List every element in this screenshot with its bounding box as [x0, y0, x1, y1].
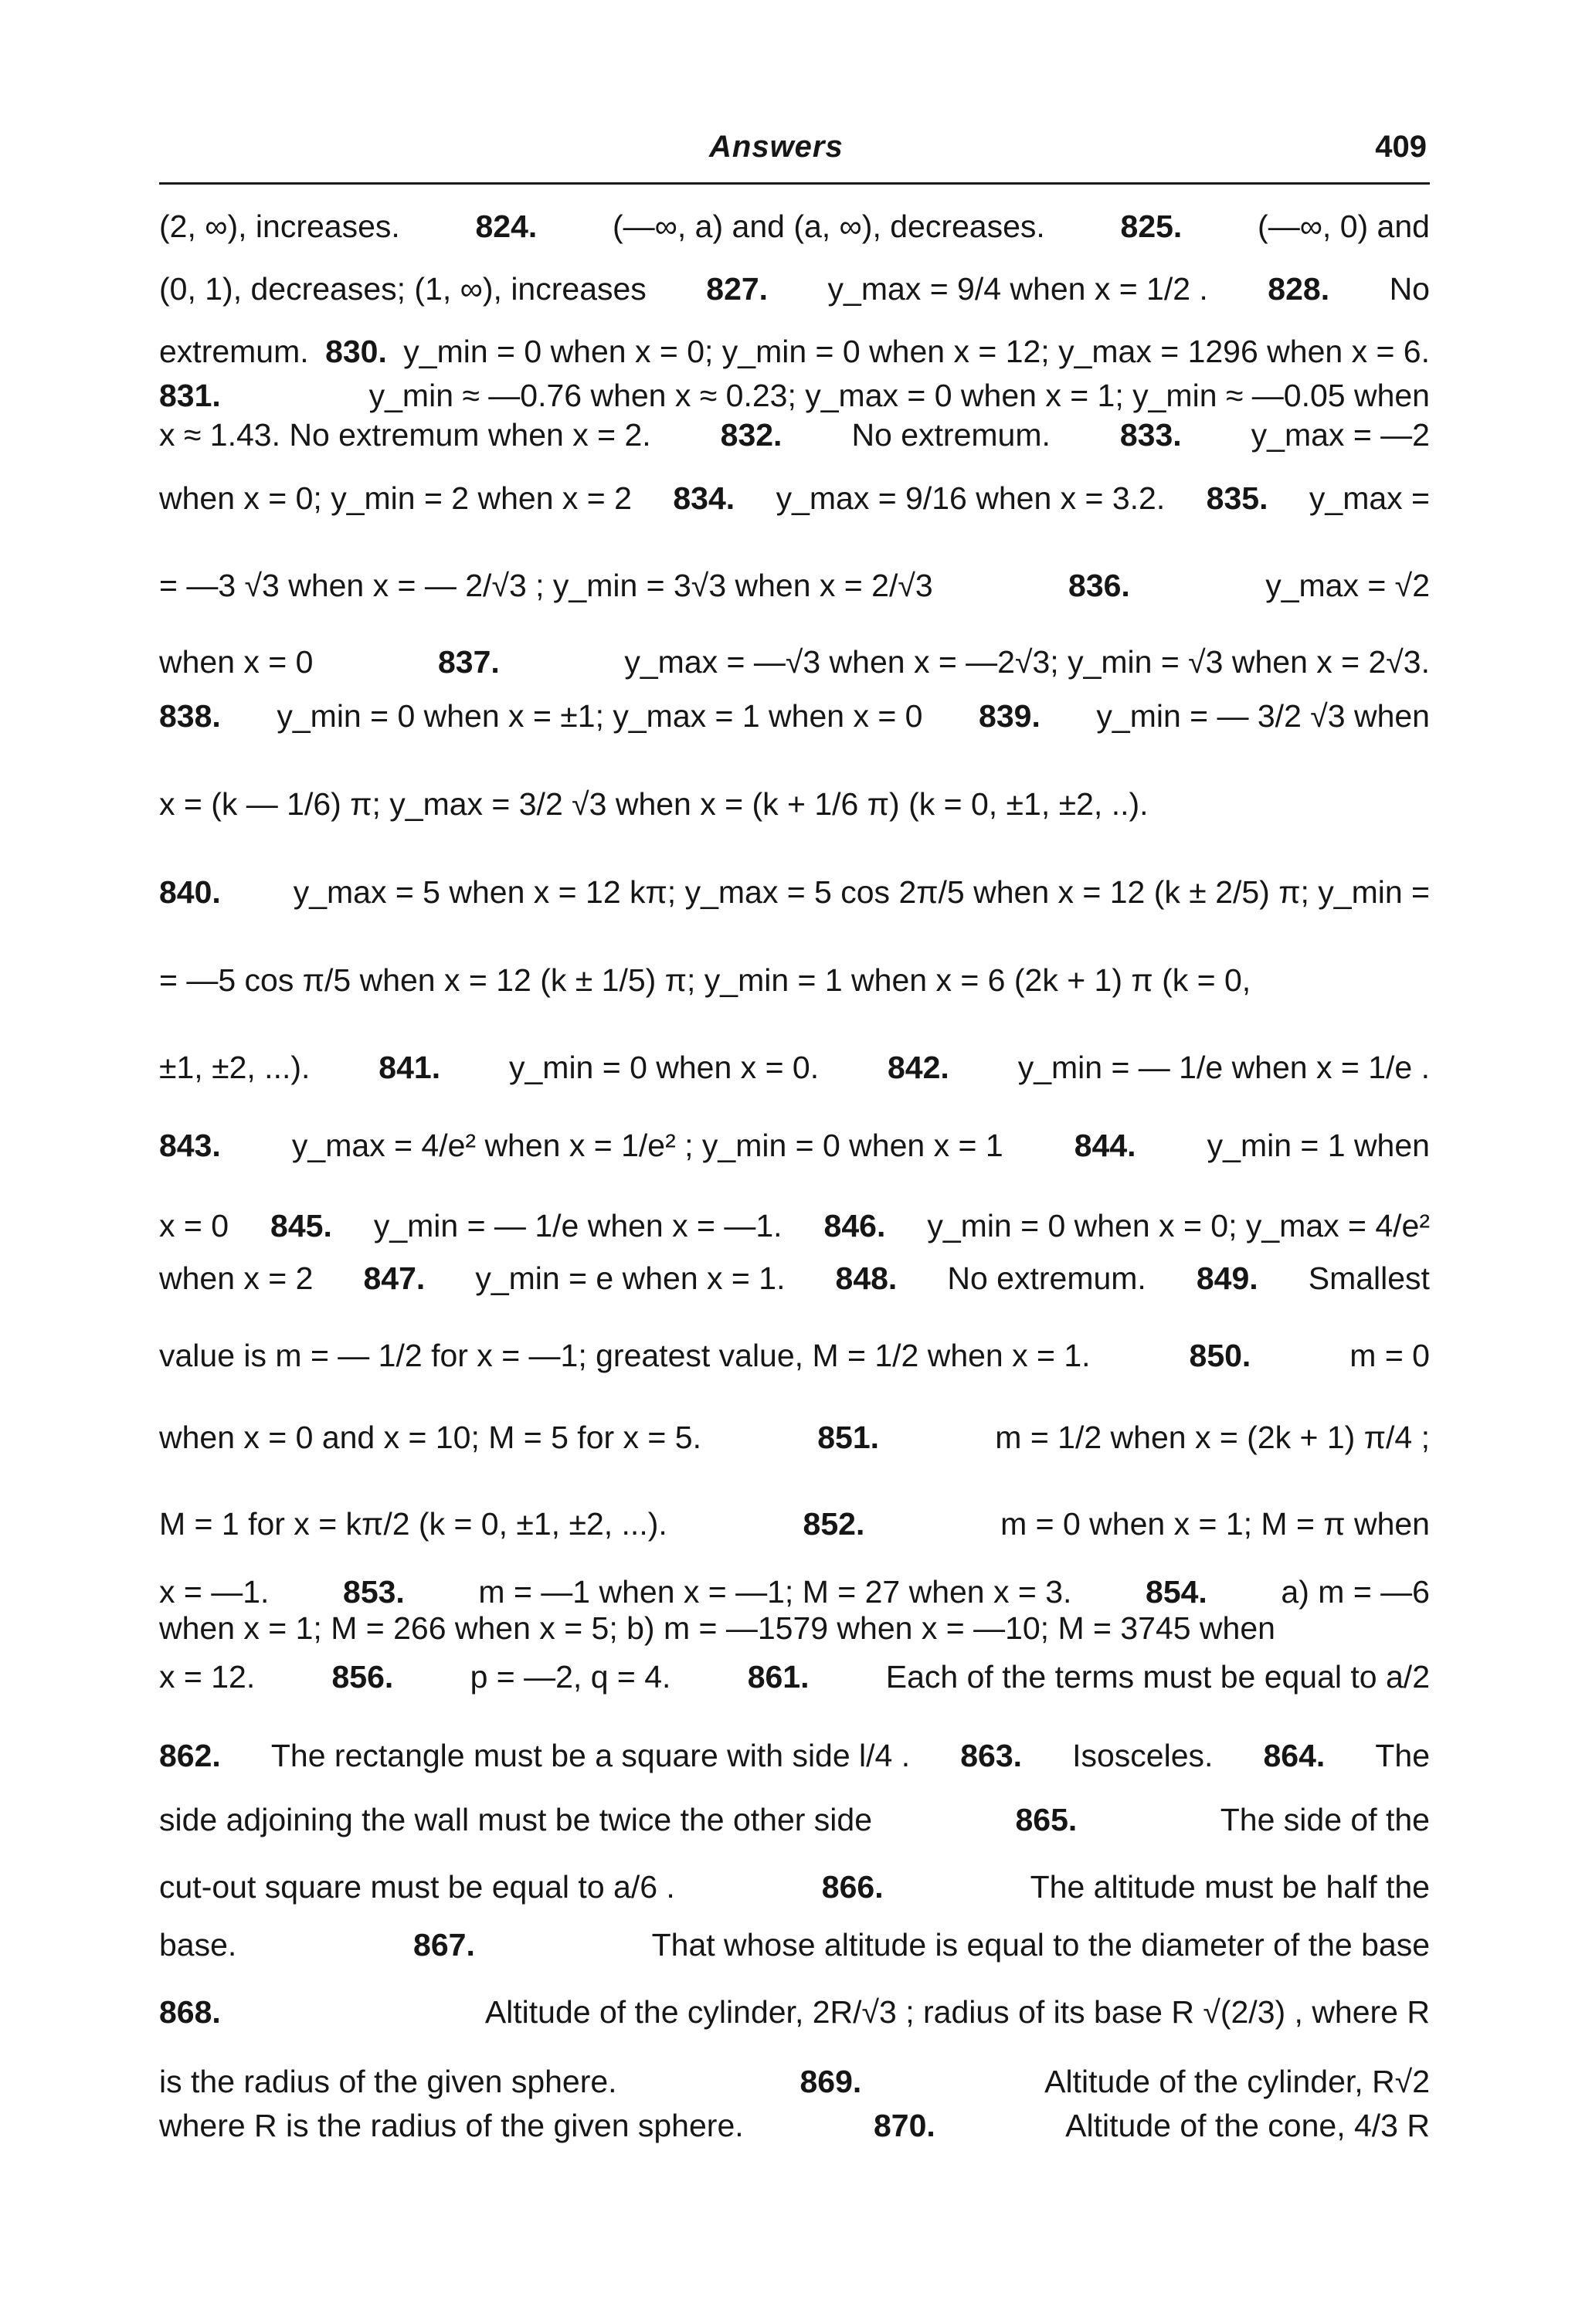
answer-text: Smallest: [1308, 1260, 1430, 1296]
answer-line: [159, 1573, 1430, 1611]
answer-text: value is m = — 1/2 for x = —1; greatest value, M = 1/2 when x = 1.: [159, 1338, 1091, 1373]
problem-number: 834.: [673, 480, 735, 516]
answer-line: [159, 1868, 1430, 1906]
problem-number: 854.: [1146, 1574, 1207, 1610]
answer-text: y_min = 1 when: [1207, 1128, 1430, 1163]
problem-number: 828.: [1268, 271, 1330, 307]
answer-text: y_max = √2: [1265, 568, 1430, 603]
answer-text: Altitude of the cone, 4/3 R: [1065, 2108, 1430, 2143]
problem-number: 867.: [413, 1927, 475, 1963]
problem-number: 824.: [475, 209, 538, 244]
answer-text: where R is the radius of the given sphere.: [159, 2108, 744, 2143]
answer-text: (2, ∞), increases.: [159, 209, 400, 244]
answer-text: That whose altitude is equal to the diameter of the base: [651, 1927, 1430, 1963]
answer-text: y_min = 0 when x = 0; y_max = 4/e²: [927, 1208, 1430, 1243]
problem-number: 861.: [747, 1659, 810, 1695]
running-title: Answers: [709, 130, 844, 164]
answer-text: extremum.: [159, 334, 309, 369]
answer-text: (—∞, 0) and: [1258, 209, 1430, 244]
answer-text: cut-out square must be equal to a/6 .: [159, 1869, 675, 1905]
answer-line: [159, 566, 1430, 605]
answer-text: when x = 0; y_min = 2 when x = 2: [159, 480, 632, 516]
answer-text: m = 0 when x = 1; M = π when: [1000, 1506, 1430, 1542]
answer-text: The altitude must be half the: [1030, 1869, 1430, 1905]
problem-number: 835.: [1206, 480, 1268, 516]
answer-text: base.: [159, 1927, 237, 1963]
answer-line: [159, 1206, 1430, 1245]
problem-number: 850.: [1189, 1338, 1251, 1373]
problem-number: 837.: [438, 644, 500, 680]
answer-line: [159, 1126, 1430, 1165]
answer-text: = —3 √3 when x = — 2/√3 ; y_min = 3√3 when x = 2/√3: [159, 568, 933, 603]
problem-number: 839.: [979, 698, 1041, 734]
problem-number: 851.: [817, 1420, 880, 1455]
problem-number: 838.: [159, 698, 221, 734]
problem-number: 864.: [1263, 1738, 1326, 1773]
problem-number: 863.: [960, 1738, 1023, 1773]
answer-line: [159, 1925, 1430, 1964]
answer-text: y_min = — 1/e when x = 1/e .: [1017, 1050, 1430, 1085]
problem-number: 827.: [706, 271, 769, 307]
answer-text: The side of the: [1220, 1802, 1430, 1837]
answer-text: x = 0: [159, 1208, 229, 1243]
answer-text: when x = 0 and x = 10; M = 5 for x = 5.: [159, 1420, 701, 1455]
problem-number: 847.: [363, 1260, 426, 1296]
answer-line: [159, 332, 1430, 371]
answer-text: is the radius of the given sphere.: [159, 2064, 617, 2099]
answer-line: [159, 207, 1430, 246]
answer-text: when x = 0: [159, 644, 314, 680]
problem-number: 830.: [325, 334, 387, 369]
answer-text: m = 0: [1349, 1338, 1430, 1373]
problem-number: 856.: [331, 1659, 394, 1695]
answer-text: a) m = —6: [1281, 1574, 1430, 1610]
problem-number: 833.: [1119, 417, 1182, 453]
answer-text: y_min = — 1/e when x = —1.: [373, 1208, 783, 1243]
answer-line: [159, 961, 1430, 999]
problem-number: 840.: [159, 874, 221, 910]
problem-number: 865.: [1015, 1802, 1078, 1837]
problem-number: 870.: [874, 2108, 935, 2143]
answer-line: [159, 1609, 1430, 1647]
problem-number: 853.: [343, 1574, 405, 1610]
problem-number: 832.: [720, 417, 783, 453]
problem-number: 868.: [159, 1994, 221, 2030]
problem-number: 843.: [159, 1128, 221, 1163]
answer-line: [159, 697, 1430, 735]
answer-text: when x = 2: [159, 1260, 314, 1296]
answer-line: [159, 376, 1430, 415]
answer-line: [159, 1259, 1430, 1298]
answer-text: m = —1 when x = —1; M = 27 when x = 3.: [478, 1574, 1072, 1610]
answer-line: [159, 1736, 1430, 1775]
answer-line: [159, 416, 1430, 454]
answer-text: Isosceles.: [1072, 1738, 1214, 1773]
problem-number: 842.: [888, 1050, 949, 1085]
answer-text: y_max = 4/e² when x = 1/e² ; y_min = 0 when x = 1: [291, 1128, 1003, 1163]
problem-number: 849.: [1196, 1260, 1258, 1296]
answer-text: The: [1375, 1738, 1430, 1773]
problem-number: 862.: [159, 1738, 221, 1773]
answer-line: [159, 785, 1430, 823]
answer-text: = —5 cos π/5 when x = 12 (k ± 1/5) π; y_min = 1 when x = 6 (2k + 1) π (k = 0,: [159, 962, 1251, 998]
answer-text: No extremum.: [947, 1260, 1146, 1296]
answer-line: [159, 1418, 1430, 1457]
answer-line: [159, 1993, 1430, 2031]
problem-number: 852.: [803, 1506, 865, 1542]
problem-number: 846.: [823, 1208, 886, 1243]
problem-number: 869.: [799, 2064, 862, 2099]
answer-line: [159, 1048, 1430, 1087]
answer-text: m = 1/2 when x = (2k + 1) π/4 ;: [995, 1420, 1430, 1455]
answer-text: (0, 1), decreases; (1, ∞), increases: [159, 271, 647, 307]
problem-number: 841.: [379, 1050, 441, 1085]
problem-number: 836.: [1068, 568, 1130, 603]
answer-text: x = 12.: [159, 1659, 256, 1695]
answer-text: y_min = 0 when x = 0.: [508, 1050, 820, 1085]
problem-number: 825.: [1120, 209, 1183, 244]
answer-text: y_max = —√3 when x = —2√3; y_min = √3 when x = 2√3.: [624, 644, 1430, 680]
answer-text: x = (k — 1/6) π; y_max = 3/2 √3 when x = (k + 1/6 π) (k = 0, ±1, ±2, ..).: [159, 786, 1149, 822]
answer-line: [159, 1657, 1430, 1696]
answer-line: [159, 1336, 1430, 1375]
answer-text: side adjoining the wall must be twice the other side: [159, 1802, 873, 1837]
answer-line: [159, 1505, 1430, 1543]
answer-line: [159, 270, 1430, 308]
answer-text: No: [1389, 271, 1430, 307]
answer-text: when x = 1; M = 266 when x = 5; b) m = —1579 when x = —10; M = 3745 when: [159, 1610, 1275, 1646]
problem-number: 866.: [821, 1869, 884, 1905]
answer-text: y_min ≈ —0.76 when x ≈ 0.23; y_max = 0 when x = 1; y_min ≈ —0.05 when: [368, 378, 1430, 413]
answer-line: [159, 1800, 1430, 1839]
answer-text: y_max = 9/16 when x = 3.2.: [776, 480, 1166, 516]
problem-number: 845.: [270, 1208, 332, 1243]
answer-line: [159, 2106, 1430, 2145]
answer-text: Altitude of the cylinder, R√2: [1044, 2064, 1430, 2099]
page-number: 409: [1375, 130, 1427, 164]
answer-text: ±1, ±2, ...).: [159, 1050, 311, 1085]
answer-text: y_max = —2: [1251, 417, 1430, 453]
answer-line: [159, 873, 1430, 911]
answer-text: y_min = e when x = 1.: [475, 1260, 786, 1296]
answer-text: y_min = 0 when x = 0; y_min = 0 when x = 12; y_max = 1296 when x = 6.: [403, 334, 1430, 369]
answer-text: y_max =: [1309, 480, 1430, 516]
answer-line: [159, 2062, 1430, 2101]
answer-text: x = —1.: [159, 1574, 270, 1610]
answer-text: y_min = — 3/2 √3 when: [1096, 698, 1430, 734]
answer-text: x ≈ 1.43. No extremum when x = 2.: [159, 417, 651, 453]
answer-text: No extremum.: [851, 417, 1051, 453]
answer-text: y_min = 0 when x = ±1; y_max = 1 when x = 0: [277, 698, 923, 734]
answer-text: p = —2, q = 4.: [470, 1659, 671, 1695]
answer-text: The rectangle must be a square with side l/4 .: [270, 1738, 911, 1773]
answer-text: y_max = 5 when x = 12 kπ; y_max = 5 cos 2π/5 when x = 12 (k ± 2/5) π; y_min =: [293, 874, 1430, 910]
running-header: [159, 130, 1430, 185]
answer-text: y_max = 9/4 when x = 1/2 .: [827, 271, 1208, 307]
answer-text: (—∞, a) and (a, ∞), decreases.: [613, 209, 1045, 244]
answer-text: Altitude of the cylinder, 2R/√3 ; radius of its base R √(2/3) , where R: [484, 1994, 1430, 2030]
problem-number: 831.: [159, 378, 221, 413]
problem-number: 844.: [1074, 1128, 1136, 1163]
answer-line: [159, 479, 1430, 517]
problem-number: 848.: [835, 1260, 898, 1296]
answer-line: [159, 643, 1430, 681]
answer-text: M = 1 for x = kπ/2 (k = 0, ±1, ±2, ...).: [159, 1506, 667, 1542]
answer-text: Each of the terms must be equal to a/2: [885, 1659, 1430, 1695]
